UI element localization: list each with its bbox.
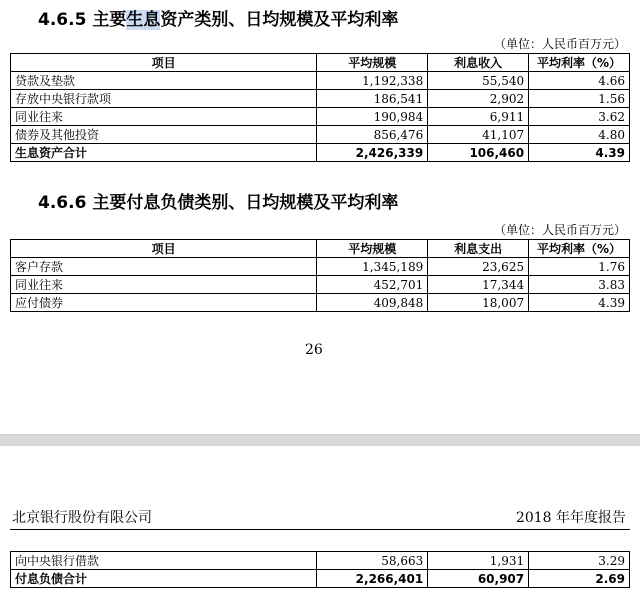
liabilities-table [10, 239, 630, 312]
rate-cell: 4.80 [529, 126, 630, 144]
section-title-interest-bearing-liabilities: 4.6.6 主要付息负债类别、日均规模及平均利率 [38, 193, 399, 213]
table-row [11, 294, 630, 312]
table-row [11, 552, 630, 570]
header-avg-rate: 平均利率（%） [529, 240, 630, 258]
interest-cell: 2,902 [428, 90, 529, 108]
title-text: 资产类别、日均规模及平均利率 [160, 10, 399, 30]
table-row [11, 108, 630, 126]
rate-cell: 3.62 [529, 108, 630, 126]
interest-cell: 6,911 [428, 108, 529, 126]
interest-cell: 23,625 [428, 258, 529, 276]
unit-label: （单位：人民币百万元） [493, 37, 626, 51]
section-title-interest-earning-assets [38, 5, 398, 30]
header-avg-rate: 平均利率（%） [529, 54, 630, 72]
rate-cell: 3.29 [529, 552, 630, 570]
rate-cell: 1.56 [529, 90, 630, 108]
assets-table [10, 53, 630, 162]
interest-cell: 41,107 [428, 126, 529, 144]
avg-scale-cell: 856,476 [317, 126, 428, 144]
total-interest: 106,460 [428, 144, 529, 162]
interest-cell: 1,931 [428, 552, 529, 570]
row-label: 应付债券 [11, 294, 317, 312]
rate-cell: 1.76 [529, 258, 630, 276]
footer-divider [10, 529, 630, 530]
row-label: 客户存款 [11, 258, 317, 276]
rate-cell: 3.83 [529, 276, 630, 294]
total-label: 生息资产合计 [11, 144, 317, 162]
total-interest: 60,907 [428, 570, 529, 588]
title-text: 4.6.5 主要 [38, 10, 127, 30]
page-number: 26 [305, 342, 323, 358]
title-highlight: 生息 [126, 10, 161, 30]
liabilities-table-continued [10, 551, 630, 588]
header-avg-scale: 平均规模 [317, 240, 428, 258]
row-label: 向中央银行借款 [11, 552, 317, 570]
unit-label: （单位：人民币百万元） [493, 223, 626, 237]
avg-scale-cell: 190,984 [317, 108, 428, 126]
table-header-row [11, 54, 630, 72]
table-header-row [11, 240, 630, 258]
total-label: 付息负债合计 [11, 570, 317, 588]
avg-scale-cell: 1,192,338 [317, 72, 428, 90]
avg-scale-cell: 409,848 [317, 294, 428, 312]
interest-cell: 17,344 [428, 276, 529, 294]
header-item: 项目 [11, 240, 317, 258]
rate-cell: 4.66 [529, 72, 630, 90]
total-rate: 4.39 [529, 144, 630, 162]
row-label: 同业往来 [11, 108, 317, 126]
header-avg-scale: 平均规模 [317, 54, 428, 72]
footer-company: 北京银行股份有限公司 [12, 510, 152, 526]
avg-scale-cell: 1,345,189 [317, 258, 428, 276]
table-row [11, 72, 630, 90]
header-interest-income: 利息收入 [428, 54, 529, 72]
row-label: 存放中央银行款项 [11, 90, 317, 108]
row-label: 同业往来 [11, 276, 317, 294]
footer-report: 2018 年年度报告 [515, 510, 626, 526]
table-row [11, 126, 630, 144]
total-avg-scale: 2,426,339 [317, 144, 428, 162]
row-label: 债券及其他投资 [11, 126, 317, 144]
table-row [11, 258, 630, 276]
header-interest-expense: 利息支出 [428, 240, 529, 258]
table-row [11, 90, 630, 108]
total-row [11, 144, 630, 162]
avg-scale-cell: 58,663 [317, 552, 428, 570]
rate-cell: 4.39 [529, 294, 630, 312]
interest-cell: 55,540 [428, 72, 529, 90]
interest-cell: 18,007 [428, 294, 529, 312]
table-row [11, 276, 630, 294]
total-row [11, 570, 630, 588]
avg-scale-cell: 452,701 [317, 276, 428, 294]
header-item: 项目 [11, 54, 317, 72]
row-label: 贷款及垫款 [11, 72, 317, 90]
total-avg-scale: 2,266,401 [317, 570, 428, 588]
total-rate: 2.69 [529, 570, 630, 588]
avg-scale-cell: 186,541 [317, 90, 428, 108]
